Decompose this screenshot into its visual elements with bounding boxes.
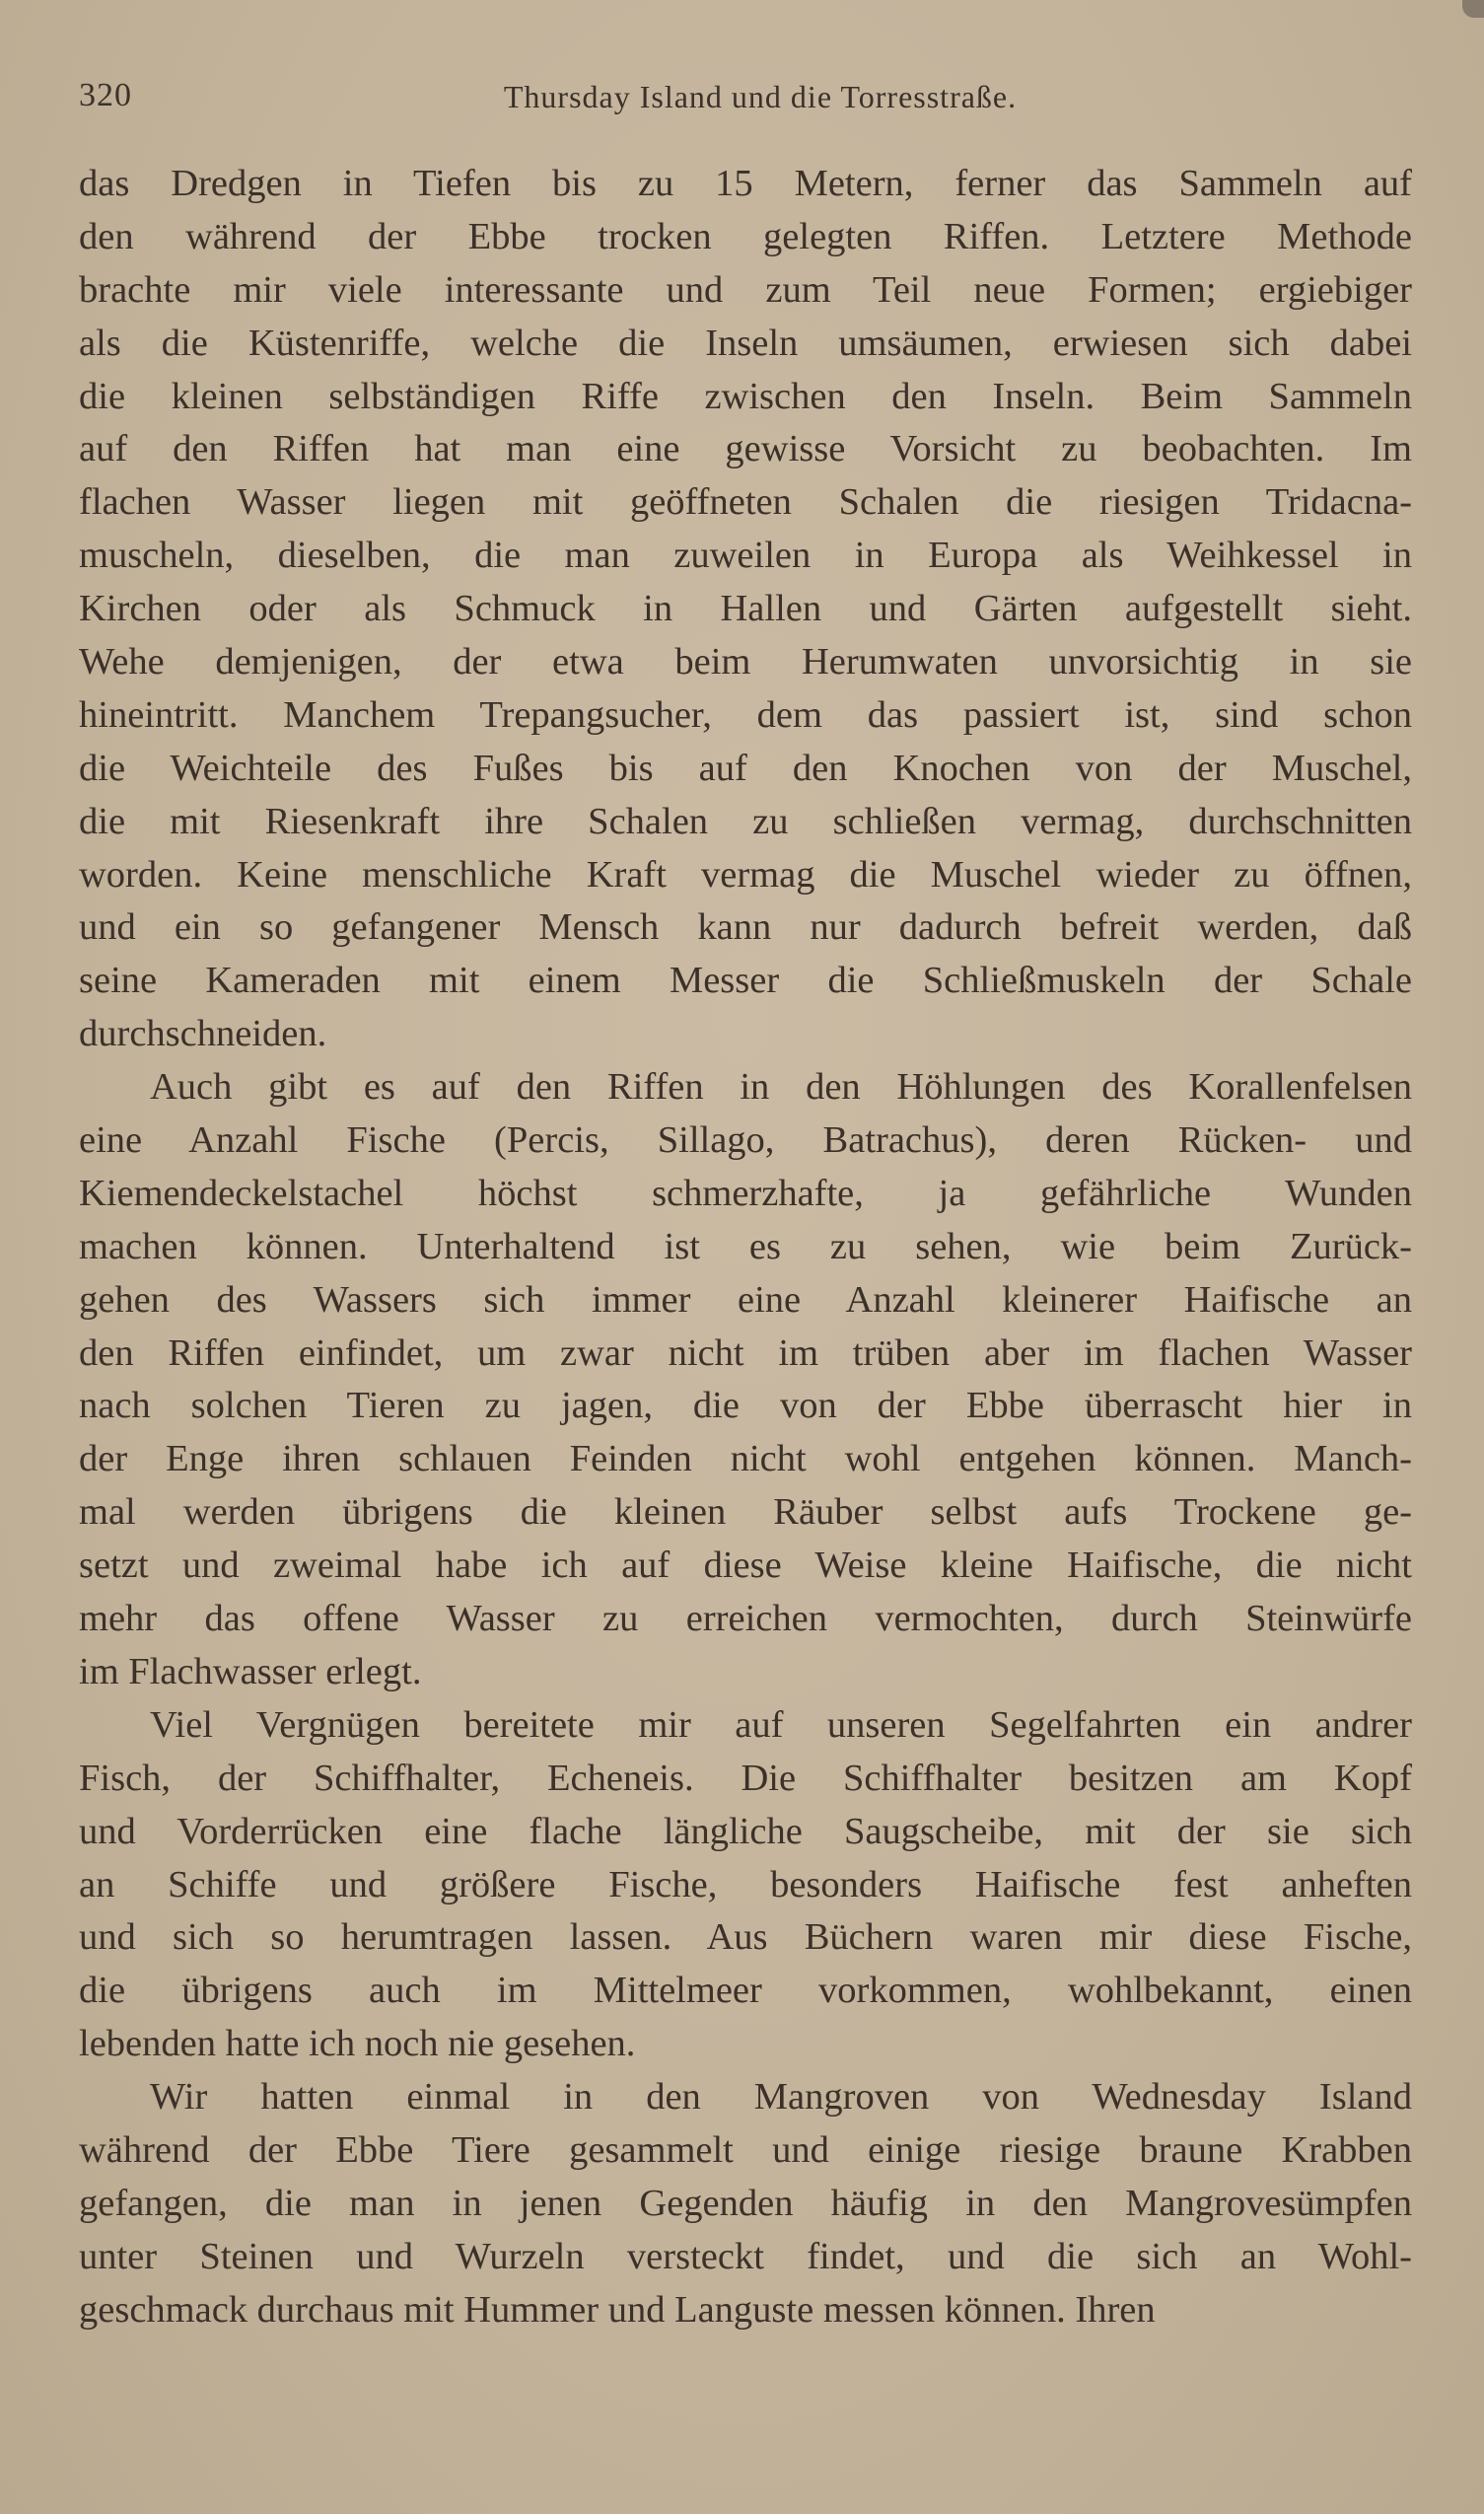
text-line: und Vorderrücken eine flache längliche Saugscheibe, mit der sie sich [79,1810,1412,1852]
text-line: geschmack durchaus mit Hummer und Languste messen können. Ihren [79,2288,1156,2331]
text-line: Auch gibt es auf den Riffen in den Höhlungen des Korallenfelsen [150,1066,1412,1109]
text-line: der Enge ihren schlauen Feinden nicht wohl entgehen können. Manch- [79,1438,1412,1480]
text-line: eine Anzahl Fische (Percis, Sillago, Batrachus), deren Rücken- und [79,1119,1412,1162]
text-line: an Schiffe und größere Fische, besonders Haifische fest anheften [79,1863,1412,1905]
text-line: setzt und zweimal habe ich auf diese Weise kleine Haifische, die nicht [79,1544,1412,1587]
text-line: im Flachwasser erlegt. [79,1650,422,1692]
text-line: worden. Keine menschliche Kraft vermag die Muschel wieder zu öffnen, [79,853,1412,896]
text-line: Kirchen oder als Schmuck in Hallen und Gärten aufgestellt sieht. [79,588,1412,630]
text-line: die Weichteile des Fußes bis auf den Knochen von der Muschel, [79,747,1412,789]
text-line: seine Kameraden mit einem Messer die Schließmuskeln der Schale [79,960,1412,1002]
text-line: gefangen, die man in jenen Gegenden häufig in den Mangrovesümpfen [79,2182,1412,2224]
text-line: Viel Vergnügen bereitete mir auf unseren Segelfahrten ein andrer [150,1703,1412,1746]
text-line: Wehe demjenigen, der etwa beim Herumwaten unvorsichtig in sie [79,641,1412,683]
body-text [79,158,1412,2337]
text-line: Wir hatten einmal in den Mangroven von Wednesday Island [150,2076,1412,2119]
text-line: Kiemendeckelstachel höchst schmerzhafte, ja gefährliche Wunden [79,1172,1412,1214]
page-number: 320 [79,77,132,113]
running-title: Thursday Island und die Torresstraße. [503,79,1018,114]
text-line: durchschneiden. [79,1013,327,1055]
text-line: mal werden übrigens die kleinen Räuber selbst aufs Trockene ge- [79,1491,1412,1534]
text-line: gehen des Wassers sich immer eine Anzahl kleinerer Haifische an [79,1278,1412,1321]
text-line: Fisch, der Schiffhalter, Echeneis. Die Schiffhalter besitzen am Kopf [79,1757,1412,1799]
text-line: die mit Riesenkraft ihre Schalen zu schließen vermag, durchschnitten [79,800,1412,842]
text-line: den während der Ebbe trocken gelegten Riffen. Letztere Methode [79,215,1412,257]
text-line: als die Küstenriffe, welche die Inseln umsäumen, erwiesen sich dabei [79,322,1412,364]
text-line: und ein so gefangener Mensch kann nur dadurch befreit werden, daß [79,906,1412,949]
text-line: auf den Riffen hat man eine gewisse Vorsicht zu beobachten. Im [79,428,1412,470]
paragraph [79,2071,1412,2336]
text-line: machen können. Unterhaltend ist es zu sehen, wie beim Zurück- [79,1225,1412,1267]
text-line: lebenden hatte ich noch nie gesehen. [79,2023,636,2065]
text-line: das Dredgen in Tiefen bis zu 15 Metern, ferner das Sammeln auf [79,163,1412,204]
text-line: unter Steinen und Wurzeln versteckt findet, und die sich an Wohl- [79,2235,1412,2277]
text-line: die übrigens auch im Mittelmeer vorkommen, wohlbekannt, einen [79,1970,1412,2012]
page-corner-mark [1462,0,1484,18]
paragraph [79,1061,1412,1699]
paragraph [79,1699,1412,2071]
text-line: muscheln, dieselben, die man zuweilen in Europa als Weihkessel in [79,535,1412,577]
paragraph [79,158,1412,1061]
text-line: flachen Wasser liegen mit geöffneten Schalen die riesigen Tridacna- [79,481,1412,524]
text-line: die kleinen selbständigen Riffe zwischen den Inseln. Beim Sammeln [79,375,1412,417]
text-line: während der Ebbe Tiere gesammelt und einige riesige braune Krabben [79,2128,1412,2171]
text-line: mehr das offene Wasser zu erreichen vermochten, durch Steinwürfe [79,1598,1412,1640]
page-header [79,77,1412,124]
text-line: hineintritt. Manchem Trepangsucher, dem das passiert ist, sind schon [79,693,1412,736]
text-line: nach solchen Tieren zu jagen, die von der Ebbe überrascht hier in [79,1385,1412,1427]
text-line: den Riffen einfindet, um zwar nicht im trüben aber im flachen Wasser [79,1331,1412,1374]
text-line: brachte mir viele interessante und zum Teil neue Formen; ergiebiger [79,268,1412,311]
text-line: und sich so herumtragen lassen. Aus Büchern waren mir diese Fische, [79,1916,1412,1959]
